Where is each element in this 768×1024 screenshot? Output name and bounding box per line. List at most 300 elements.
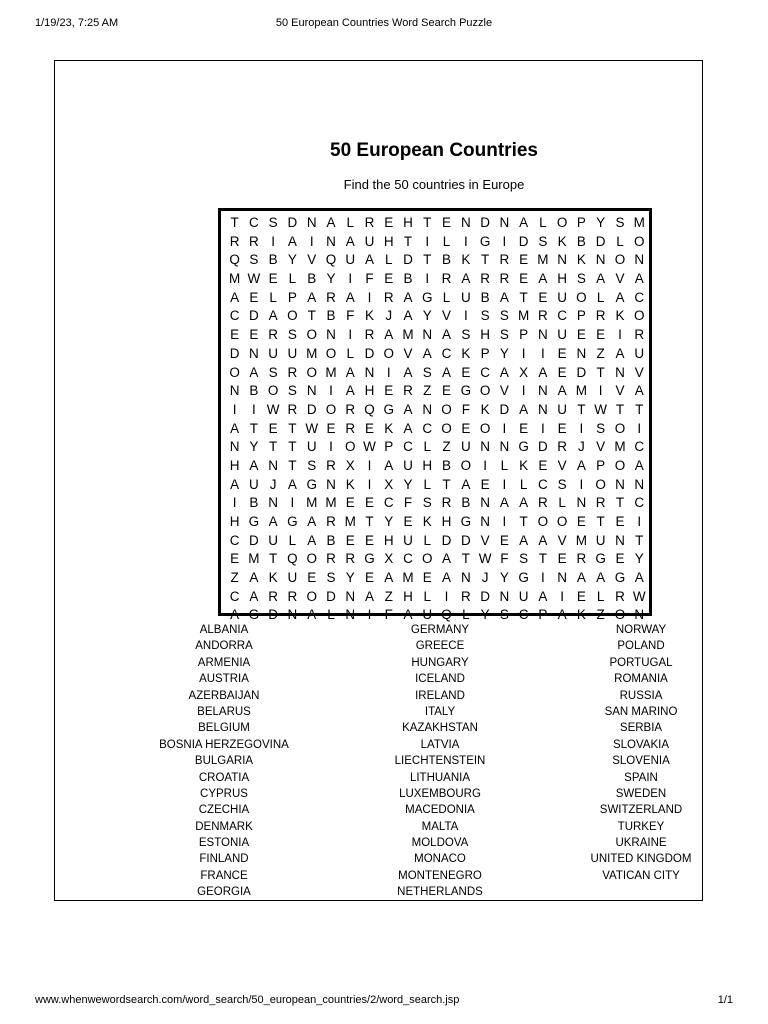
grid-letter: N <box>615 476 625 492</box>
grid-letter: Y <box>249 439 259 455</box>
grid-letter: A <box>249 457 259 473</box>
grid-letter: G <box>364 551 375 567</box>
grid-letter: O <box>306 588 317 604</box>
grid-letter: T <box>288 439 297 455</box>
grid-letter: W <box>305 420 319 436</box>
word-list-item: ALBANIA <box>199 624 249 636</box>
grid-letter: N <box>326 476 336 492</box>
grid-letter: R <box>249 233 259 249</box>
grid-letter: U <box>306 439 317 455</box>
grid-letter: I <box>425 271 430 287</box>
grid-letter: H <box>480 327 490 343</box>
grid-letter: B <box>326 308 336 324</box>
grid-letter: A <box>519 215 529 230</box>
grid-letter: T <box>635 532 644 548</box>
grid-letter: A <box>461 271 471 287</box>
grid-letter: A <box>519 401 529 417</box>
grid-letter: A <box>634 271 644 287</box>
grid-letter: C <box>403 439 413 455</box>
grid-letter: L <box>346 215 354 230</box>
grid-letter: I <box>598 383 603 399</box>
grid-letter: N <box>557 570 568 586</box>
grid-letter: T <box>288 457 297 473</box>
grid-letter: V <box>596 439 606 455</box>
word-list-item: CZECHIA <box>198 804 250 817</box>
grid-letter: F <box>403 495 413 511</box>
grid-letter: A <box>615 345 625 361</box>
grid-letter: X <box>384 476 394 492</box>
word-list-item: UNITED KINGDOM <box>590 853 692 866</box>
grid-letter: M <box>575 532 588 548</box>
grid-letter: M <box>325 364 337 380</box>
grid-letter: R <box>287 588 298 604</box>
grid-letter: H <box>383 532 394 548</box>
grid-letter: B <box>249 495 259 511</box>
grid-letter: U <box>557 327 568 343</box>
grid-letter: Z <box>442 439 451 455</box>
grid-letter: B <box>442 252 452 268</box>
grid-letter: N <box>268 457 279 473</box>
grid-letter: G <box>287 514 298 529</box>
grid-letter: A <box>538 271 548 287</box>
grid-letter: A <box>287 476 297 492</box>
grid-letter: G <box>248 514 260 529</box>
grid-letter: R <box>229 233 240 249</box>
grid-letter: X <box>384 551 394 567</box>
word-list-item: NETHERLANDS <box>397 886 483 899</box>
grid-letter: T <box>577 401 586 417</box>
grid-letter: L <box>442 233 451 249</box>
grid-letter: E <box>576 588 586 604</box>
grid-letter: T <box>519 289 528 305</box>
grid-letter: R <box>595 495 606 511</box>
grid-letter: T <box>423 215 432 230</box>
grid-letter: O <box>614 607 626 623</box>
grid-letter: E <box>615 551 625 567</box>
grid-letter: A <box>345 383 355 399</box>
grid-letter: S <box>576 271 586 287</box>
grid-letter: T <box>307 308 316 324</box>
grid-letter: H <box>383 233 394 249</box>
grid-letter: A <box>422 345 432 361</box>
grid-letter: A <box>249 364 259 380</box>
grid-letter: E <box>576 327 586 343</box>
grid-letter: I <box>348 271 353 287</box>
grid-letter: K <box>576 607 586 623</box>
grid-letter: D <box>441 532 452 548</box>
grid-letter: N <box>345 588 356 604</box>
word-list-item: LUXEMBOURG <box>399 787 481 800</box>
grid-letter: R <box>499 252 510 268</box>
grid-letter: M <box>537 252 549 268</box>
grid-letter: E <box>615 514 625 529</box>
grid-letter: E <box>442 215 452 230</box>
word-list-column-1 <box>124 622 324 901</box>
grid-letter: R <box>364 215 375 230</box>
grid-letter: C <box>634 495 645 511</box>
grid-letter: A <box>307 514 317 529</box>
grid-letter: Z <box>384 588 393 604</box>
grid-letter: E <box>596 327 606 343</box>
grid-letter: U <box>403 457 413 473</box>
grid-letter: C <box>441 345 452 361</box>
word-list-item: SWEDEN <box>615 787 667 800</box>
grid-letter: T <box>442 476 451 492</box>
grid-letter: A <box>634 383 644 399</box>
grid-letter: E <box>268 271 278 287</box>
grid-letter: H <box>229 457 240 473</box>
grid-letter: A <box>538 364 548 380</box>
grid-letter: B <box>326 532 336 548</box>
grid-letter: G <box>422 289 433 305</box>
puzzle-frame <box>54 60 703 901</box>
grid-letter: K <box>345 476 355 492</box>
grid-letter: A <box>364 588 374 604</box>
word-list-item: POLAND <box>617 640 665 653</box>
grid-letter: P <box>519 327 529 343</box>
grid-letter: A <box>307 607 317 623</box>
grid-letter: A <box>615 289 625 305</box>
grid-row <box>225 588 649 607</box>
grid-letter: T <box>461 551 470 567</box>
grid-letter: P <box>287 289 297 305</box>
grid-letter: E <box>576 514 586 529</box>
word-list-item: LITHUANIA <box>409 771 471 784</box>
grid-letter: B <box>461 495 471 511</box>
word-list-item: PORTUGAL <box>609 656 673 669</box>
word-list-item: AZERBAIJAN <box>188 689 260 702</box>
word-list-item: SPAIN <box>624 771 658 784</box>
grid-letter: E <box>326 420 336 436</box>
grid-letter: A <box>596 570 606 586</box>
grid-letter: Y <box>634 551 644 567</box>
grid-letter: K <box>519 457 529 473</box>
word-list-item: MONACO <box>414 853 466 866</box>
grid-letter: F <box>384 607 393 623</box>
grid-letter: D <box>306 401 317 417</box>
grid-letter: T <box>615 495 625 511</box>
grid-letter: N <box>576 345 587 361</box>
word-list-item: SLOVAKIA <box>612 738 670 751</box>
grid-letter: A <box>249 588 259 604</box>
grid-letter: O <box>306 327 317 343</box>
grid-letter: I <box>271 233 276 249</box>
grid-row <box>225 569 649 588</box>
word-list-item: SERBIA <box>619 722 663 735</box>
grid-letter: B <box>307 271 317 287</box>
grid-letter: L <box>616 233 624 249</box>
grid-letter: D <box>326 588 336 604</box>
grid-letter: V <box>499 383 509 399</box>
grid-letter: S <box>499 308 509 324</box>
grid-letter: E <box>538 289 548 305</box>
grid-letter: R <box>634 327 645 343</box>
grid-letter: K <box>576 252 586 268</box>
grid-row <box>225 420 649 439</box>
grid-letter: N <box>422 327 433 343</box>
grid-letter: A <box>576 457 586 473</box>
word-list-item: BELARUS <box>197 705 251 718</box>
grid-letter: P <box>576 308 586 324</box>
word-list-item: DENMARK <box>195 820 253 833</box>
grid-letter: V <box>557 532 567 548</box>
grid-letter: A <box>538 532 548 548</box>
grid-letter: L <box>596 588 605 604</box>
grid-letter: A <box>442 327 452 343</box>
grid-letter: M <box>229 271 241 287</box>
grid-letter: E <box>557 364 567 380</box>
word-list-item: SWITZERLAND <box>599 804 683 817</box>
word-list-item: CROATIA <box>198 771 250 784</box>
grid-letter: C <box>229 532 240 548</box>
puzzle-title: 50 European Countries <box>330 140 538 161</box>
word-list-item: ARMENIA <box>197 656 251 669</box>
grid-letter: I <box>386 364 391 380</box>
grid-letter: I <box>367 289 372 305</box>
grid-letter: T <box>288 420 297 436</box>
grid-letter: U <box>460 289 471 305</box>
grid-letter: L <box>462 607 470 623</box>
grid-letter: I <box>367 476 372 492</box>
grid-letter: R <box>287 364 298 380</box>
grid-letter: L <box>385 252 393 268</box>
grid-letter: O <box>287 308 298 324</box>
grid-letter: F <box>461 401 470 417</box>
grid-letter: J <box>269 476 277 492</box>
grid-letter: Y <box>326 271 336 287</box>
grid-letter: U <box>403 532 413 548</box>
grid-letter: A <box>249 570 259 586</box>
grid-letter: C <box>249 215 259 230</box>
grid-letter: S <box>596 420 606 436</box>
print-page-number: 1/1 <box>717 994 733 1006</box>
grid-letter: N <box>326 233 336 249</box>
grid-letter: Y <box>499 570 509 586</box>
grid-letter: H <box>422 457 433 473</box>
grid-letter: A <box>384 327 394 343</box>
grid-letter: V <box>557 457 567 473</box>
grid-letter: E <box>461 420 471 436</box>
grid-letter: N <box>634 607 645 623</box>
word-list-item: FRANCE <box>200 869 248 882</box>
grid-letter: E <box>384 383 394 399</box>
grid-letter: O <box>614 252 626 268</box>
grid-letter: E <box>249 289 259 305</box>
grid-letter: I <box>329 383 333 399</box>
grid-letter: I <box>541 570 545 586</box>
grid-letter: S <box>557 476 567 492</box>
grid-letter: A <box>230 607 240 623</box>
grid-letter: N <box>595 252 606 268</box>
grid-letter: N <box>615 364 625 380</box>
grid-letter: M <box>402 327 414 343</box>
grid-letter: H <box>557 271 568 287</box>
grid-letter: C <box>634 439 645 455</box>
grid-letter: M <box>633 215 645 230</box>
grid-letter: R <box>460 588 471 604</box>
word-list-item: ITALY <box>424 705 456 718</box>
grid-letter: S <box>538 233 548 249</box>
word-list-item: ROMANIA <box>614 673 668 686</box>
grid-letter: O <box>306 364 317 380</box>
grid-letter: W <box>594 401 608 417</box>
grid-letter: E <box>364 532 374 548</box>
word-list-item: HUNGARY <box>411 656 469 669</box>
grid-letter: U <box>460 439 471 455</box>
grid-letter: Y <box>499 345 509 361</box>
grid-letter: Y <box>384 514 394 529</box>
grid-row <box>225 494 649 513</box>
grid-letter: R <box>595 308 606 324</box>
grid-letter: D <box>480 215 490 230</box>
grid-letter: N <box>422 401 433 417</box>
grid-letter: C <box>383 495 394 511</box>
letter-grid <box>218 208 652 623</box>
grid-letter: A <box>499 289 509 305</box>
grid-letter: I <box>348 327 353 343</box>
word-list-item: KAZAKHSTAN <box>402 722 478 735</box>
grid-letter: D <box>249 308 259 324</box>
grid-letter: U <box>634 345 645 361</box>
grid-letter: O <box>633 233 645 249</box>
grid-letter: O <box>383 345 395 361</box>
grid-letter: P <box>576 215 586 230</box>
grid-letter: T <box>635 401 644 417</box>
grid-letter: D <box>249 532 259 548</box>
grid-letter: I <box>463 308 468 324</box>
grid-row <box>225 550 649 569</box>
grid-letter: C <box>229 308 240 324</box>
grid-letter: D <box>480 588 490 604</box>
grid-letter: J <box>385 308 393 324</box>
grid-letter: L <box>519 476 528 492</box>
grid-letter: V <box>615 271 625 287</box>
grid-letter: T <box>269 439 278 455</box>
grid-letter: N <box>576 495 587 511</box>
word-list-item: IRELAND <box>415 689 465 702</box>
grid-letter: U <box>345 252 356 268</box>
grid-letter: K <box>461 252 471 268</box>
grid-row <box>225 513 649 532</box>
grid-letter: P <box>480 345 490 361</box>
grid-letter: H <box>403 215 413 230</box>
grid-letter: W <box>266 401 280 417</box>
grid-letter: I <box>637 514 642 529</box>
grid-letter: N <box>538 327 548 343</box>
grid-letter: O <box>267 383 279 399</box>
grid-letter: L <box>423 439 432 455</box>
print-page-title: 50 European Countries Word Search Puzzle <box>275 17 493 29</box>
grid-letter: A <box>345 289 355 305</box>
grid-letter: I <box>637 420 642 436</box>
grid-letter: L <box>327 607 335 623</box>
grid-letter: N <box>326 327 336 343</box>
grid-letter: I <box>579 420 584 436</box>
grid-letter: A <box>519 532 529 548</box>
word-list-item: MALTA <box>421 820 459 833</box>
grid-letter: E <box>403 514 413 529</box>
grid-letter: E <box>384 271 394 287</box>
grid-letter: R <box>326 457 336 473</box>
grid-letter: R <box>615 588 625 604</box>
grid-letter: N <box>634 476 645 492</box>
grid-letter: O <box>325 401 337 417</box>
word-list-item: LATVIA <box>420 738 460 751</box>
grid-letter: G <box>248 607 260 623</box>
grid-letter: A <box>557 607 567 623</box>
grid-letter: U <box>557 401 568 417</box>
grid-letter: I <box>560 588 565 604</box>
grid-letter: O <box>479 420 491 436</box>
grid-letter: U <box>249 476 259 492</box>
word-list-item: SLOVENIA <box>612 755 670 768</box>
print-datetime: 1/19/23, 7:25 AM <box>35 17 119 29</box>
grid-letter: J <box>578 439 585 455</box>
grid-letter: K <box>480 401 490 417</box>
grid-letter: P <box>596 457 606 473</box>
grid-letter: I <box>309 233 314 249</box>
grid-letter: R <box>326 514 336 529</box>
grid-letter: C <box>634 289 645 305</box>
grid-letter: H <box>364 383 375 399</box>
grid-letter: A <box>230 289 240 305</box>
grid-letter: L <box>346 345 354 361</box>
grid-letter: O <box>229 364 240 380</box>
grid-letter: L <box>442 289 451 305</box>
grid-letter: A <box>403 364 413 380</box>
word-list-item: GERMANY <box>410 624 470 636</box>
grid-letter: C <box>403 551 413 567</box>
word-list-item: ANDORRA <box>195 640 253 653</box>
grid-letter: N <box>249 345 259 361</box>
grid-letter: I <box>252 401 256 417</box>
grid-letter: K <box>461 345 471 361</box>
grid-letter: I <box>329 439 333 455</box>
grid-letter: C <box>518 607 529 623</box>
grid-letter: S <box>326 570 336 586</box>
word-list-item: GREECE <box>415 640 465 653</box>
grid-row <box>225 289 649 308</box>
grid-letter: E <box>499 532 509 548</box>
grid-letter: M <box>325 495 337 511</box>
grid-letter: N <box>538 383 548 399</box>
grid-letter: E <box>480 476 490 492</box>
grid-letter: C <box>538 476 548 492</box>
word-list-item: BELGIUM <box>198 722 250 735</box>
grid-letter: R <box>326 289 336 305</box>
grid-letter: L <box>500 457 509 473</box>
grid-letter: A <box>442 551 452 567</box>
grid-letter: T <box>249 420 259 436</box>
grid-letter: N <box>229 383 240 399</box>
grid-letter: R <box>499 271 510 287</box>
grid-letter: N <box>460 570 471 586</box>
grid-letter: A <box>461 476 471 492</box>
grid-letter: S <box>268 215 278 230</box>
grid-letter: A <box>268 308 278 324</box>
grid-letter: H <box>403 588 413 604</box>
word-list-item: MOLDOVA <box>411 837 469 850</box>
grid-letter: M <box>402 570 414 586</box>
grid-letter: G <box>460 514 472 529</box>
grid-letter: L <box>269 289 277 305</box>
grid-letter: A <box>230 476 240 492</box>
grid-letter: T <box>269 551 278 567</box>
grid-letter: R <box>345 420 356 436</box>
grid-row <box>225 438 649 457</box>
grid-letter: A <box>442 570 452 586</box>
grid-letter: T <box>403 233 413 249</box>
